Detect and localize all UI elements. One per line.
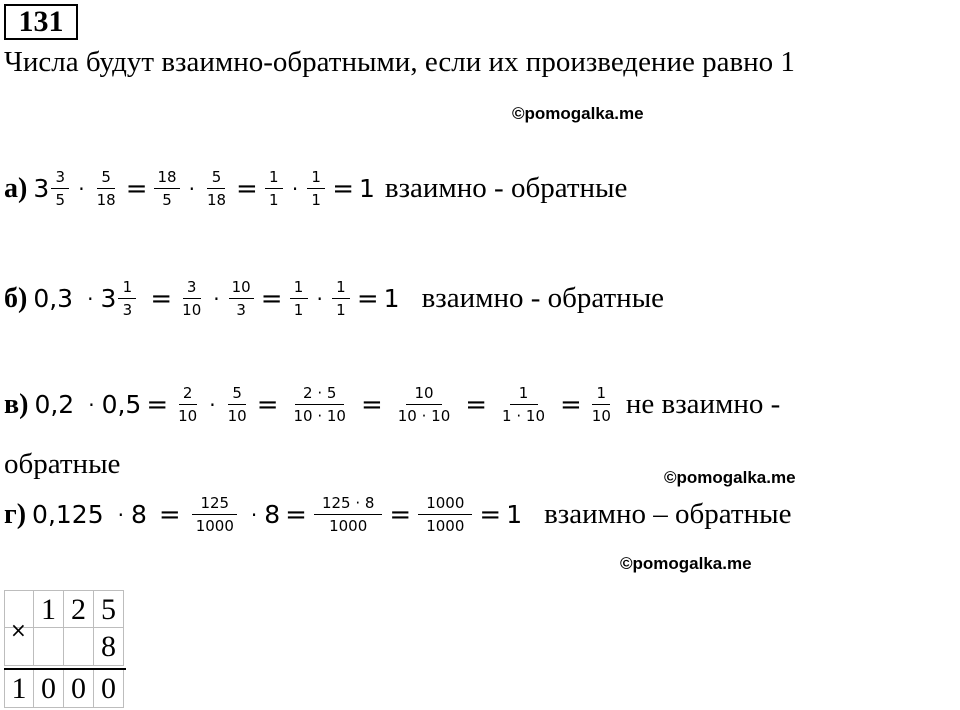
dot-operator: · xyxy=(88,392,95,417)
dot-operator: · xyxy=(250,502,258,527)
fraction-b3: $\frac{10}{3}$ xyxy=(229,278,254,319)
task-number: 131 xyxy=(4,4,78,40)
equals-sign: = xyxy=(559,389,582,420)
dot-operator: · xyxy=(209,392,216,417)
fraction-a6: $\frac{1}{1}$ xyxy=(307,168,325,209)
equals-sign: = xyxy=(360,389,383,420)
whole-b: 3 xyxy=(100,284,117,313)
fraction-a2: $\frac{5}{18}$ xyxy=(96,168,116,209)
fraction-b4: $\frac{1}{1}$ xyxy=(290,278,308,319)
equals-sign: = xyxy=(256,389,279,420)
dot-operator: · xyxy=(213,286,220,311)
fraction-a3: $\frac{18}{5}$ xyxy=(154,168,179,209)
equals-sign: = xyxy=(150,283,173,314)
dot-operator: · xyxy=(188,176,195,201)
equals-sign: = xyxy=(356,283,379,314)
intro-text: Числа будут взаимно-обратными, если их произведение равно 1 xyxy=(4,46,795,78)
fraction-b5: $\frac{1}{1}$ xyxy=(332,278,350,319)
line-a xyxy=(4,168,627,209)
multiplier-g2: 8 xyxy=(264,500,281,529)
decimal-b: 0,3 xyxy=(33,284,74,313)
column-multiplication xyxy=(4,590,126,708)
conclusion-a: взаимно - обратные xyxy=(384,172,628,204)
equals-sign: = xyxy=(389,499,412,530)
fraction-v1: $\frac{2}{10}$ xyxy=(178,384,198,425)
decimal-g: 0,125 xyxy=(32,500,104,529)
equals-sign: = xyxy=(158,499,181,530)
multiplication-sign: × xyxy=(10,618,27,642)
result-g: 1 xyxy=(506,500,523,529)
whole-a: 3 xyxy=(33,174,50,203)
equals-sign: = xyxy=(260,283,283,314)
dot-operator: · xyxy=(87,286,94,311)
watermark-2: ©pomogalka.me xyxy=(664,468,796,487)
fraction-b2: $\frac{3}{10}$ xyxy=(182,278,202,319)
dot-operator: · xyxy=(78,176,85,201)
fraction-v5: $\frac{1}{1 \cdot 10}$ xyxy=(502,384,545,425)
line-b xyxy=(4,278,664,319)
grid-cell-digit xyxy=(64,628,94,666)
fraction-g1: $\frac{125}{1000}$ xyxy=(188,494,242,535)
result-b: 1 xyxy=(383,284,400,313)
watermark-1: ©pomogalka.me xyxy=(512,104,644,123)
sum-rule-line xyxy=(4,668,126,670)
grid-cell-digit: 1 xyxy=(34,590,64,628)
conclusion-v-part1: не взаимно - xyxy=(625,388,781,420)
grid-cell-digit: 2 xyxy=(64,590,94,628)
grid-cell-digit: 8 xyxy=(94,628,124,666)
label-v: в) xyxy=(4,388,29,420)
dot-operator: · xyxy=(291,176,299,201)
equals-sign: = xyxy=(236,173,258,204)
grid-cell-digit: 5 xyxy=(94,590,124,628)
fraction-a1: $\frac{3}{5}$ xyxy=(51,168,69,209)
line-v xyxy=(4,384,780,425)
multiplier-g: 8 xyxy=(130,500,147,529)
conclusion-v-part2: обратные xyxy=(4,448,121,480)
decimal-v1: 0,2 xyxy=(34,390,75,419)
dot-operator: · xyxy=(117,502,124,527)
label-g: г) xyxy=(4,498,27,530)
mixed-number-b xyxy=(100,278,138,319)
fraction-a4: $\frac{5}{18}$ xyxy=(206,168,227,209)
grid-cell-digit: 0 xyxy=(34,670,64,708)
conclusion-g: взаимно – обратные xyxy=(544,498,792,530)
watermark-3: ©pomogalka.me xyxy=(620,554,752,573)
label-b: б) xyxy=(4,282,28,314)
equals-sign: = xyxy=(146,389,169,420)
equals-sign: = xyxy=(465,389,488,420)
equals-sign: = xyxy=(125,173,148,204)
grid-cell-digit: 1 xyxy=(4,670,34,708)
fraction-g3: $\frac{1000}{1000}$ xyxy=(418,494,472,535)
result-a: 1 xyxy=(358,174,375,203)
decimal-v2: 0,5 xyxy=(101,390,142,419)
equals-sign: = xyxy=(285,499,307,530)
fraction-b1: $\frac{1}{3}$ xyxy=(118,278,136,319)
mixed-number-a xyxy=(33,168,71,209)
grid-cell-digit: 0 xyxy=(64,670,94,708)
fraction-v2: $\frac{5}{10}$ xyxy=(227,384,247,425)
line-g xyxy=(4,494,791,535)
grid-cell-digit xyxy=(34,628,64,666)
fraction-v6: $\frac{1}{10}$ xyxy=(591,384,611,425)
fraction-a5: $\frac{1}{1}$ xyxy=(265,168,283,209)
equals-sign: = xyxy=(332,173,354,204)
label-a: а) xyxy=(4,172,28,204)
fraction-v3: $\frac{2 \cdot 5}{10 \cdot 10}$ xyxy=(293,384,346,425)
equals-sign: = xyxy=(479,499,502,530)
conclusion-b: взаимно - обратные xyxy=(421,282,665,314)
grid-cell-digit: 0 xyxy=(94,670,124,708)
fraction-v4: $\frac{10}{10 \cdot 10}$ xyxy=(397,384,451,425)
dot-operator: · xyxy=(316,286,323,311)
fraction-g2: $\frac{125 \cdot 8}{1000}$ xyxy=(314,494,382,535)
